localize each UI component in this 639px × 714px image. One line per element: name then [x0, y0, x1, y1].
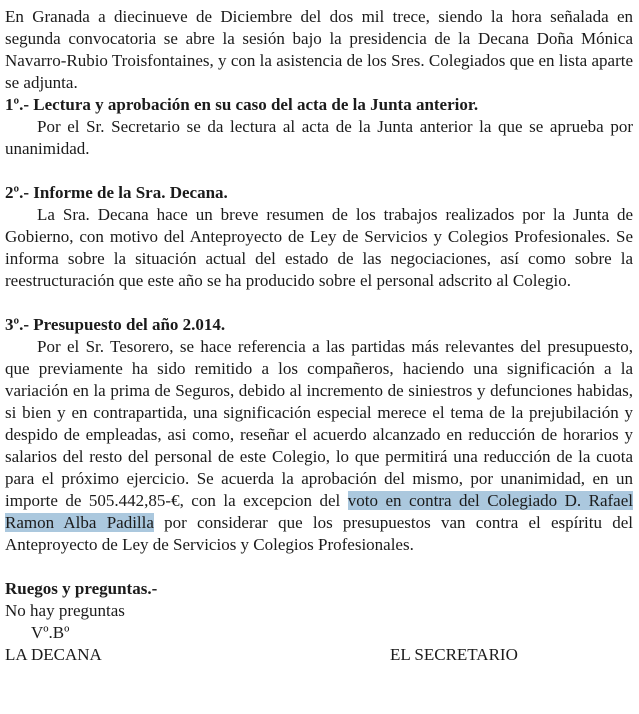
section-1-heading: 1º.- Lectura y aprobación en su caso del acta de la Junta anterior. [5, 95, 479, 114]
section-2-body: La Sra. Decana hace un breve resumen de los trabajos realizados por la Junta de Gobierno, con motivo del Anteproyecto de Ley de Servicios y Colegios Profesionales. Se informa sobre la situación actual del estado de las negociaciones, así como sobre la reestructuración que este año se ha producido sobre el personal adscrito al Colegio. [5, 205, 633, 290]
intro-paragraph: En Granada a diecinueve de Diciembre del dos mil trece, siendo la hora señalada en segunda convocatoria se abre la sesión bajo la presidencia de la Decana Doña Mónica Navarro-Rubio Troisfontaines, y con la asistencia de los Sres. Colegiados que en lista aparte se adjunta. [5, 7, 633, 92]
highlighted-text-selection: voto en contra del Colegiado D. Rafael Ramon Alba Padilla [5, 491, 633, 532]
section-2-heading: 2º.- Informe de la Sra. Decana. [5, 183, 228, 202]
no-questions-line: No hay preguntas [5, 601, 125, 620]
ruegos-heading: Ruegos y preguntas.- [5, 579, 158, 598]
signature-el-secretario: EL SECRETARIO [390, 645, 518, 664]
section-3-heading: 3º.- Presupuesto del año 2.014. [5, 315, 226, 334]
vobo-line: Vº.Bº [31, 623, 70, 642]
section-3-body-after-highlight: por considerar que los presupuestos van contra el espíritu del Anteproyecto de Ley de Servicios y Colegios Profesionales. [5, 513, 633, 554]
signatures-row [5, 644, 633, 666]
section-1-body: Por el Sr. Secretario se da lectura al acta de la Junta anterior la que se aprueba por unanimidad. [5, 117, 633, 158]
section-3-body [5, 336, 633, 556]
signature-la-decana: LA DECANA [5, 645, 102, 664]
section-3-body-before-highlight: Por el Sr. Tesorero, se hace referencia a las partidas más relevantes del presupuesto, que previamente ha sido remitido a los compañeros, haciendo una significación a la variación en la prima de Seguros, debido al incremento de siniestros y defunciones habidas, si bien y en contrapartida, una significación especial merece el tema de la prejubilación y despido de empleadas, asi como, reseñar el acuerdo alcanzado en reducción de horarios y salarios del resto del personal de este Colegio, lo que permitirá una reducción de la cuota para el próximo ejercicio. Se acuerda la aprobación del mismo, por unanimidad, en un importe de 505.442,85-€, con la excepcion del [5, 337, 633, 510]
